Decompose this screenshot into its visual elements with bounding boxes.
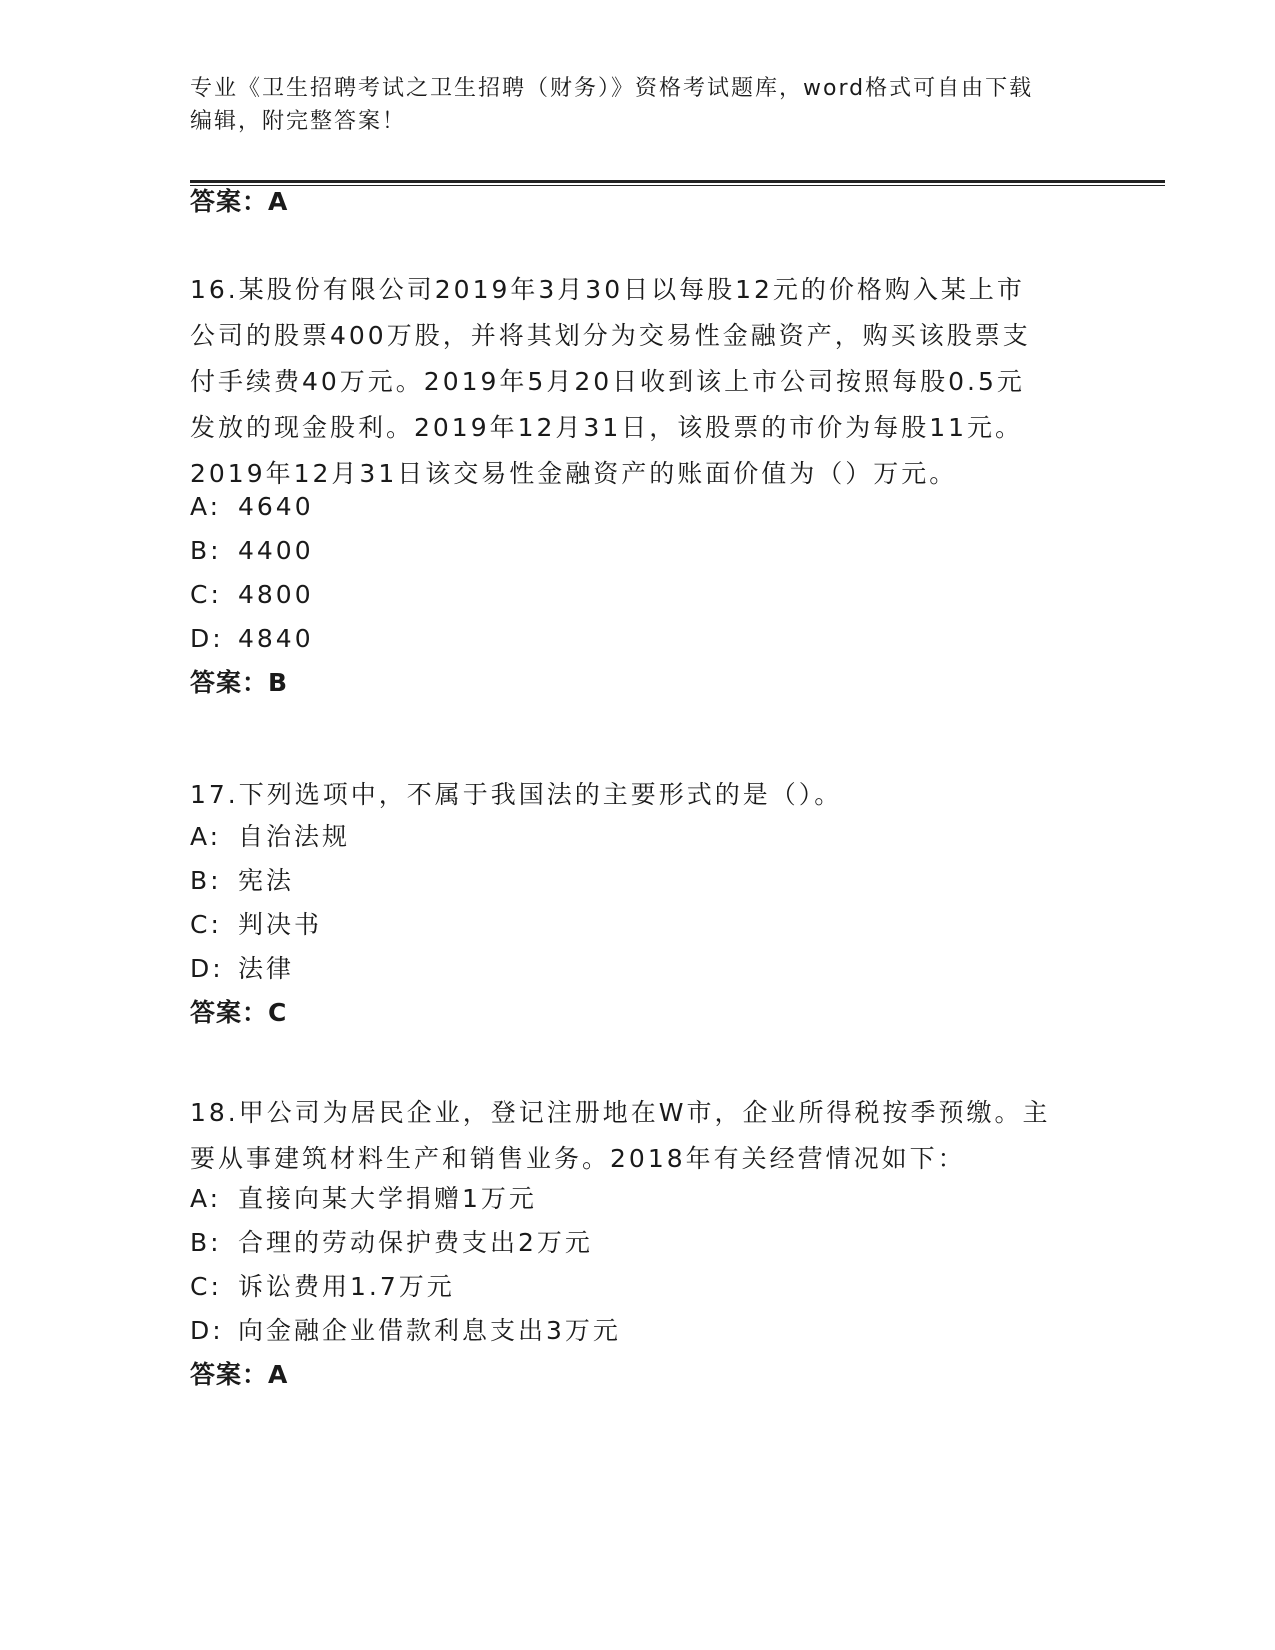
header-divider-thin [190, 185, 1165, 186]
option-text: 宪法 [238, 866, 295, 895]
option-text: 直接向某大学捐赠1万元 [238, 1184, 537, 1213]
option-text: 4840 [238, 624, 314, 653]
question-16-text [190, 267, 1090, 497]
option-letter: D: [190, 954, 224, 983]
option-letter: B: [190, 1228, 222, 1257]
option-letter: C: [190, 910, 222, 939]
document-header [190, 72, 1090, 138]
question-line: 付手续费40万元。2019年5月20日收到该上市公司按照每股0.5元 [190, 367, 1025, 396]
header-divider-thick [190, 180, 1165, 183]
option-letter: C: [190, 1272, 222, 1301]
option-text: 4400 [238, 536, 314, 565]
option-letter: A: [190, 492, 222, 521]
question-line: 要从事建筑材料生产和销售业务。2018年有关经营情况如下： [190, 1144, 966, 1173]
option-text: 向金融企业借款利息支出3万元 [238, 1316, 621, 1345]
question-17-option-b [190, 864, 294, 898]
question-line: 2019年12月31日该交易性金融资产的账面价值为（）万元。 [190, 459, 958, 488]
question-16-option-b [190, 534, 314, 568]
option-text: 自治法规 [238, 822, 351, 851]
question-line: 公司的股票400万股，并将其划分为交易性金融资产，购买该股票支 [190, 321, 1031, 350]
option-text: 判决书 [238, 910, 323, 939]
option-text: 法律 [238, 954, 295, 983]
question-line: 16.某股份有限公司2019年3月30日以每股12元的价格购入某上市 [190, 275, 1025, 304]
previous-answer: 答案：A [190, 187, 289, 216]
option-letter: C: [190, 580, 222, 609]
header-line-1: 专业《卫生招聘考试之卫生招聘（财务）》资格考试题库，word格式可自由下载 [190, 76, 1034, 101]
question-17-option-d [190, 952, 294, 986]
header-line-2: 编辑，附完整答案！ [190, 109, 407, 134]
question-17-option-a [190, 820, 350, 854]
option-text: 诉讼费用1.7万元 [238, 1272, 455, 1301]
question-18-text [190, 1090, 1090, 1182]
option-letter: D: [190, 1316, 224, 1345]
question-16-option-c [190, 578, 314, 612]
question-16-option-a [190, 490, 314, 524]
option-letter: B: [190, 866, 222, 895]
option-letter: A: [190, 822, 222, 851]
question-18-option-b [190, 1226, 593, 1260]
option-text: 4800 [238, 580, 314, 609]
question-18-option-a [190, 1182, 537, 1216]
question-18-answer: 答案：A [190, 1360, 289, 1389]
option-letter: D: [190, 624, 224, 653]
question-16-answer: 答案：B [190, 668, 289, 697]
option-letter: A: [190, 1184, 222, 1213]
option-letter: B: [190, 536, 222, 565]
question-line: 17.下列选项中，不属于我国法的主要形式的是（）。 [190, 780, 843, 809]
question-line: 18.甲公司为居民企业，登记注册地在W市，企业所得税按季预缴。主 [190, 1098, 1051, 1127]
question-line: 发放的现金股利。2019年12月31日，该股票的市价为每股11元。 [190, 413, 1024, 442]
option-text: 4640 [238, 492, 314, 521]
question-16-option-d [190, 622, 314, 656]
question-17-answer: 答案：C [190, 998, 288, 1027]
question-17-text [190, 772, 1090, 818]
question-18-option-d [190, 1314, 621, 1348]
question-17-option-c [190, 908, 322, 942]
question-18-option-c [190, 1270, 455, 1304]
option-text: 合理的劳动保护费支出2万元 [238, 1228, 593, 1257]
